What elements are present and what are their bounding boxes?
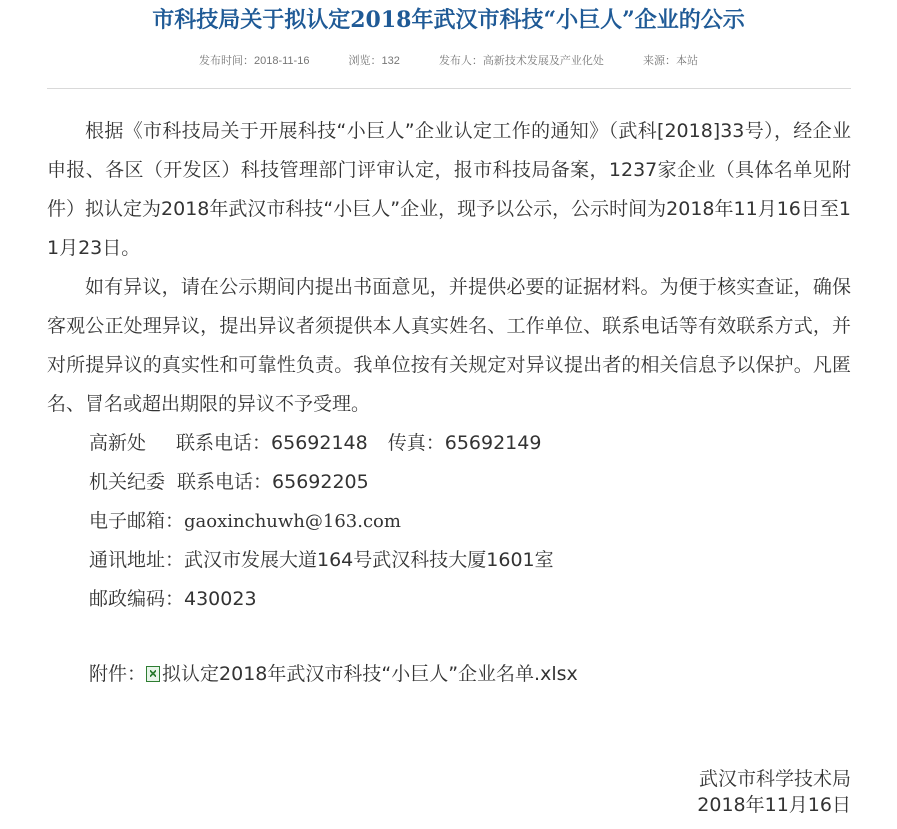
contact-jiwei [47,463,851,502]
contact-gaoxin [47,424,851,463]
publisher: 发布人：高新技术发展及产业化处 [438,55,604,67]
paragraph-objection: 如有异议，请在公示期间内提出书面意见，并提供必要的证据材料。为便于核实查证，确保客观公正处理异议，提出异议者须提供本人真实姓名、工作单位、联系电话等有效联系方式，并对所提异议的真实性和可靠性负责。我单位按有关规定对异议提出者的相关信息予以保护。凡匿名、冒名或超出期限的异议不予受理。 [47,276,851,415]
signature-org: 武汉市科学技术局 [698,768,851,790]
page-title: 市科技局关于拟认定2018年武汉市科技“小巨人”企业的公示 [152,7,745,33]
article-body [47,112,851,694]
contact-address: 通讯地址：武汉市发展大道164号武汉科技大厦1601室 [89,549,554,571]
source: 来源：本站 [643,55,698,67]
excel-file-icon [146,666,160,682]
contact-email [47,502,851,541]
contact-phone-gaoxin: 联系电话：65692148 [176,432,368,454]
paragraph-notice: 根据《市科技局关于开展科技“小巨人”企业认定工作的通知》（武科[2018]33号），经企业申报、各区（开发区）科技管理部门评审认定，报市科技局备案，1237家企业（具体名单见附件）拟认定为2018年武汉市科技“小巨人”企业，现予以公示，公示时间为2018年11月16日至11月23日。 [47,120,851,259]
attachment-label: 附件： [89,663,147,685]
view-count: 浏览：132 [348,55,400,67]
contact-fax-gaoxin: 传真：65692149 [387,432,542,454]
publish-date: 发布时间：2018-11-16 [199,55,310,67]
divider [47,88,851,89]
signature-block [697,766,851,818]
contact-postcode: 邮政编码：430023 [89,588,257,610]
article-meta [0,52,897,70]
contact-dept-jiwei: 机关纪委 [89,471,166,493]
email-address: gaoxinchuwh@163.com [184,511,401,532]
signature-date: 2018年11月16日 [697,794,851,816]
email-label: 电子邮箱： [89,510,185,532]
attachment-row [47,655,851,694]
attachment-link[interactable]: 拟认定2018年武汉市科技“小巨人”企业名单.xlsx [162,663,578,685]
contact-dept-gaoxin: 高新处 [89,432,147,454]
contact-phone-jiwei: 联系电话：65692205 [177,471,369,493]
